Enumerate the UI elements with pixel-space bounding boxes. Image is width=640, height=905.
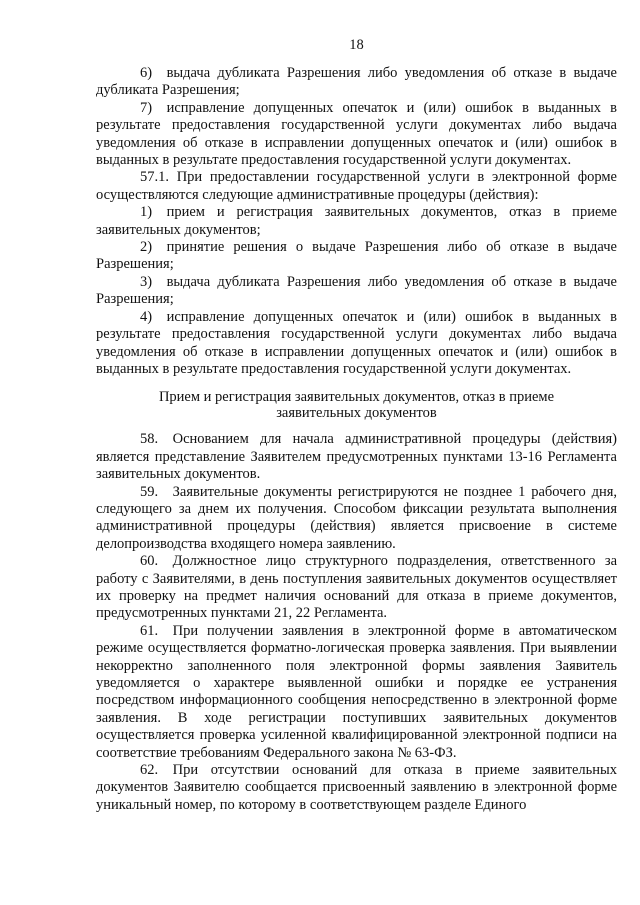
paragraph-59: 59. Заявительные документы регистрируются не позднее 1 рабочего дня, следующего за днем их получения. Способом фиксации результата выполнения административной процедуры (действия) является присвоение в системе делопроизводства входящего номера заявлению. (96, 483, 617, 552)
paragraph-58: 58. Основанием для начала административной процедуры (действия) является представление Заявителем предусмотренных пунктами 13-16 Регламента заявительных документов. (96, 431, 617, 483)
list-item-1: 1) прием и регистрация заявительных документов, отказ в приеме заявительных документов; (96, 204, 617, 238)
list-item-4: 4) исправление допущенных опечаток и (или) ошибок в выданных в результате предоставления государственной услуги документах либо выдача уведомления об отказе в исправлении допущенных опечаток и (или) ошибок в выданных в результате предоставления государственной услуги документах. (96, 308, 617, 377)
page-number: 18 (349, 37, 364, 53)
section-heading-line-2: заявительных документов (276, 405, 437, 422)
section-heading (96, 389, 617, 421)
document-page (96, 36, 617, 814)
paragraph-57-1: 57.1. При предоставлении государственной услуги в электронной форме осуществляются следующие административные процедуры (действия): (96, 169, 617, 203)
list-item-6: 6) выдача дубликата Разрешения либо уведомления об отказе в выдаче дубликата Разрешения; (96, 65, 617, 99)
list-item-2: 2) принятие решения о выдаче Разрешения либо об отказе в выдаче Разрешения; (96, 239, 617, 273)
paragraph-61: 61. При получении заявления в электронной форме в автоматическом режиме осуществляется форматно-логическая проверка заявления. При выявлении некорректно заполненного поля электронной формы заявления Заявитель уведомляется о характере выявленной ошибки и порядке ее устранения посредством информационного сообщения непосредственно в электронной форме заявления. В ходе регистрации поступивших заявительных документов осуществляется проверка усиленной квалифицированной электронной подписи на соответствие требованиям Федерального закона № 63-ФЗ. (96, 622, 617, 761)
list-item-7: 7) исправление допущенных опечаток и (или) ошибок в выданных в результате предоставления государственной услуги документах либо выдача уведомления об отказе в исправлении допущенных опечаток и (или) ошибок в выданных в результате предоставления государственной услуги документах. (96, 99, 617, 169)
section-heading-line-1: Прием и регистрация заявительных документов, отказ в приеме (158, 389, 555, 406)
paragraph-62: 62. При отсутствии оснований для отказа в приеме заявительных документов Заявителю сообщается присвоенный заявлению в электронной форме уникальный номер, по которому в соответствующем разделе Единого (96, 762, 617, 813)
list-item-3: 3) выдача дубликата Разрешения либо уведомления об отказе в выдаче Разрешения; (96, 273, 617, 308)
paragraph-60: 60. Должностное лицо структурного подразделения, ответственного за работу с Заявителями, в день поступления заявительных документов осуществляет их проверку на предмет наличия оснований для отказа в приеме документов, предусмотренных пунктами 21, 22 Регламента. (96, 553, 617, 622)
